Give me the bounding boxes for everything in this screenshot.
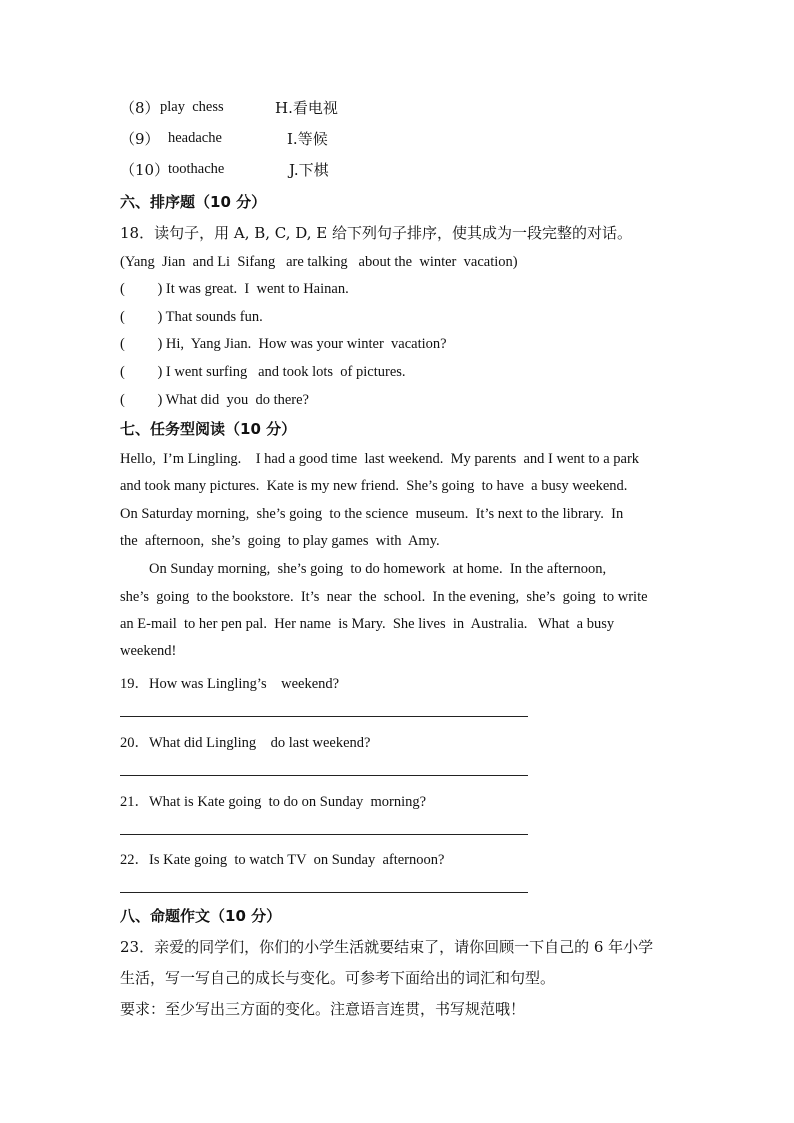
passage-line: and took many pictures. Kate is my new friend. She’s going to have a busy weekend. — [120, 478, 628, 494]
question-22: 22．Is Kate going to watch TV on Sunday afternoon? — [120, 852, 445, 868]
match-answer: I.等候 — [287, 130, 328, 148]
ordering-item: ( ) I went surfing and took lots of pictures. — [120, 364, 406, 380]
match-answer: J.下棋 — [289, 161, 329, 179]
answer-line-21[interactable] — [120, 834, 528, 835]
match-word: play chess — [160, 99, 224, 115]
ordering-item: ( ) Hi, Yang Jian. How was your winter vacation? — [120, 336, 447, 352]
match-number: （10） — [120, 161, 170, 179]
match-number: （8） — [120, 99, 160, 117]
answer-line-19[interactable] — [120, 716, 528, 717]
composition-prompt: 23．亲爱的同学们，你们的小学生活就要结束了，请你回顾一下自己的 6 年小学 — [120, 938, 654, 956]
match-word: headache — [168, 130, 222, 146]
answer-line-22[interactable] — [120, 892, 528, 893]
ordering-item: ( ) That sounds fun. — [120, 309, 263, 325]
dialogue-context: (Yang Jian and Li Sifang are talking about the winter vacation) — [120, 254, 518, 270]
passage-line: On Saturday morning, she’s going to the science museum. It’s next to the library. In — [120, 506, 624, 522]
question-18-prompt: 18．读句子，用 A, B, C, D, E 给下列句子排序，使其成为一段完整的对话。 — [120, 224, 633, 242]
question-20: 20．What did Lingling do last weekend? — [120, 735, 371, 751]
passage-line: she’s going to the bookstore. It’s near the school. In the evening, she’s going to write — [120, 589, 648, 605]
match-answer: H.看电视 — [275, 99, 338, 117]
composition-requirement: 要求：至少写出三方面的变化。注意语言连贯，书写规范哦！ — [120, 1000, 526, 1018]
ordering-item: ( ) What did you do there? — [120, 392, 309, 408]
section-7-title: 七、任务型阅读（10 分） — [120, 420, 297, 438]
question-19: 19．How was Lingling’s weekend? — [120, 676, 340, 692]
answer-line-20[interactable] — [120, 775, 528, 776]
section-8-title: 八、命题作文（10 分） — [120, 907, 282, 925]
passage-line: an E-mail to her pen pal. Her name is Mary. She lives in Australia. What a busy — [120, 616, 615, 632]
match-number: （9） — [120, 130, 160, 148]
composition-prompt: 生活，写一写自己的成长与变化。可参考下面给出的词汇和句型。 — [120, 969, 556, 987]
passage-line: On Sunday morning, she’s going to do homework at home. In the afternoon, — [120, 561, 607, 577]
passage-line: weekend! — [120, 643, 177, 659]
passage-line: Hello, I’m Lingling. I had a good time last weekend. My parents and I went to a park — [120, 451, 640, 467]
match-word: toothache — [168, 161, 225, 177]
question-21: 21．What is Kate going to do on Sunday morning? — [120, 794, 427, 810]
ordering-item: ( ) It was great. I went to Hainan. — [120, 281, 349, 297]
passage-line: the afternoon, she’s going to play games with Amy. — [120, 533, 440, 549]
section-6-title: 六、排序题（10 分） — [120, 193, 267, 211]
